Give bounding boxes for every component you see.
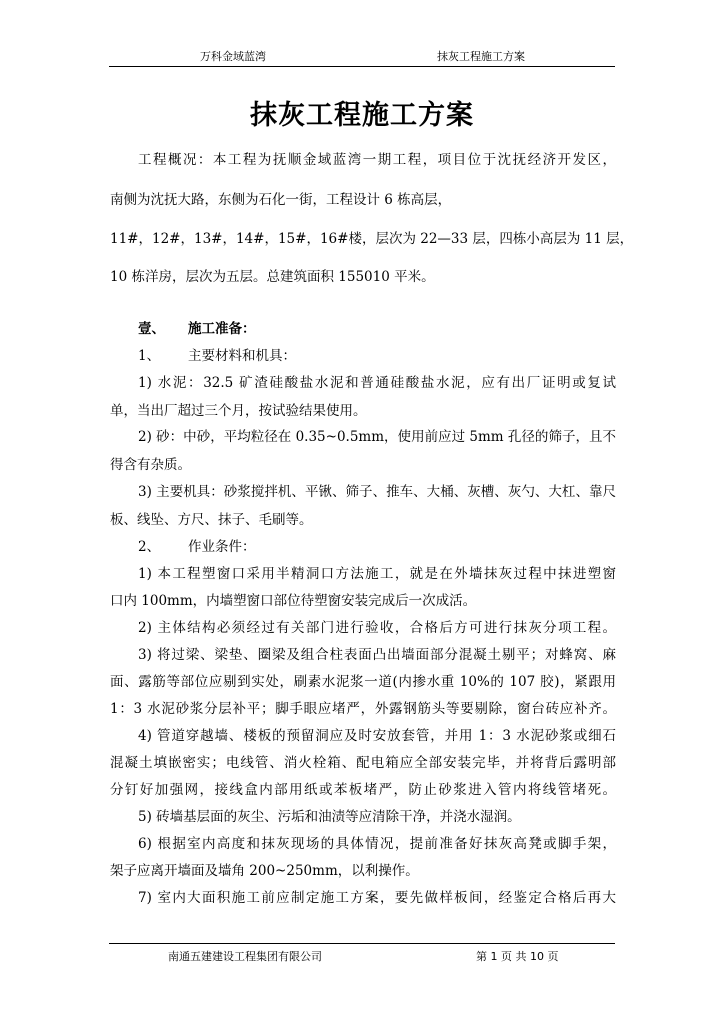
subsection-number: 1、	[138, 348, 161, 364]
section-number: 壹、	[138, 321, 165, 337]
body-line: 口内 100mm，内墙塑窗口部位待塑窗安装完成后一次成活。	[110, 593, 477, 609]
body-line: 得含有杂质。	[110, 457, 191, 473]
body-line: 7) 室内大面积施工前应制定施工方案，要先做样板间，经鉴定合格后再大	[138, 890, 616, 906]
overview-line: 工程概况：本工程为抚顺金域蓝湾一期工程，项目位于沈抚经济开发区，	[138, 152, 616, 168]
body-line: 4) 管道穿越墙、楼板的预留洞应及时安放套管，并用 1：3 水泥砂浆或细石	[138, 728, 616, 744]
page-title: 抹灰工程施工方案	[250, 100, 474, 131]
subsection-number: 2、	[138, 539, 161, 555]
body-line: 1：3 水泥砂浆分层补平；脚手眼应堵严，外露钢筋头等要剔除，窗台砖应补齐。	[110, 701, 616, 717]
body-line: 1) 水泥：32.5 矿渣硅酸盐水泥和普通硅酸盐水泥，应有出厂证明或复试	[138, 375, 616, 391]
subsection-heading: 主要材料和机具：	[188, 348, 296, 364]
footer-page-number: 第 1 页 共 10 页	[476, 950, 559, 963]
body-line: 架子应离开墙面及墙角 200~250mm，以利操作。	[110, 863, 419, 879]
section-heading: 施工准备：	[188, 321, 256, 337]
overview-line: 10 栋洋房，层次为五层。总建筑面积 155010 平米。	[110, 269, 435, 285]
body-line: 3) 将过梁、梁垫、圈梁及组合柱表面凸出墙面部分混凝土剔平；对蜂窝、麻	[138, 647, 616, 663]
body-line: 1) 本工程塑窗口采用半精洞口方法施工，就是在外墙抹灰过程中抹进塑窗	[138, 566, 616, 582]
footer-company: 南通五建建设工程集团有限公司	[168, 950, 322, 963]
footer-divider	[109, 943, 615, 944]
body-line: 混凝土填嵌密实；电线管、消火栓箱、配电箱应全部安装完毕，并将背后露明部	[110, 755, 616, 771]
header-divider	[109, 66, 615, 67]
overview-line: 11#，12#，13#，14#，15#，16#楼，层次为 22—33 层，四栋小高层为 11 层，	[110, 231, 634, 247]
overview-line: 南侧为沈抚大路，东侧为石化一街，工程设计 6 栋高层，	[110, 192, 452, 208]
body-line: 3) 主要机具：砂浆搅拌机、平锹、筛子、推车、大桶、灰槽、灰勺、大杠、靠尺	[138, 484, 616, 500]
body-line: 板、线坠、方尺、抹子、毛刷等。	[110, 512, 313, 528]
body-line: 2) 砂：中砂，平均粒径在 0.35~0.5mm，使用前应过 5mm 孔径的筛子，且不	[138, 429, 616, 445]
subsection-heading: 作业条件：	[188, 539, 256, 555]
body-line: 分钉好加强网，接线盒内部用纸或苯板堵严，防止砂浆进入管内将线管堵死。	[110, 782, 616, 798]
header-project-name: 万科金域蓝湾	[200, 50, 266, 63]
body-line: 6) 根据室内高度和抹灰现场的具体情况，提前准备好抹灰高凳或脚手架，	[138, 836, 616, 852]
body-line: 2) 主体结构必须经过有关部门进行验收，合格后方可进行抹灰分项工程。	[138, 620, 616, 636]
body-line: 5) 砖墙基层面的灰尘、污垢和油渍等应清除干净，并浇水湿润。	[138, 809, 521, 825]
header-document-name: 抹灰工程施工方案	[437, 50, 525, 63]
body-line: 面、露筋等部位应剔到实处，刷素水泥浆一道(内掺水重 10%的 107 胶)，紧跟用	[110, 674, 616, 690]
body-line: 单，当出厂超过三个月，按试验结果使用。	[110, 403, 367, 419]
